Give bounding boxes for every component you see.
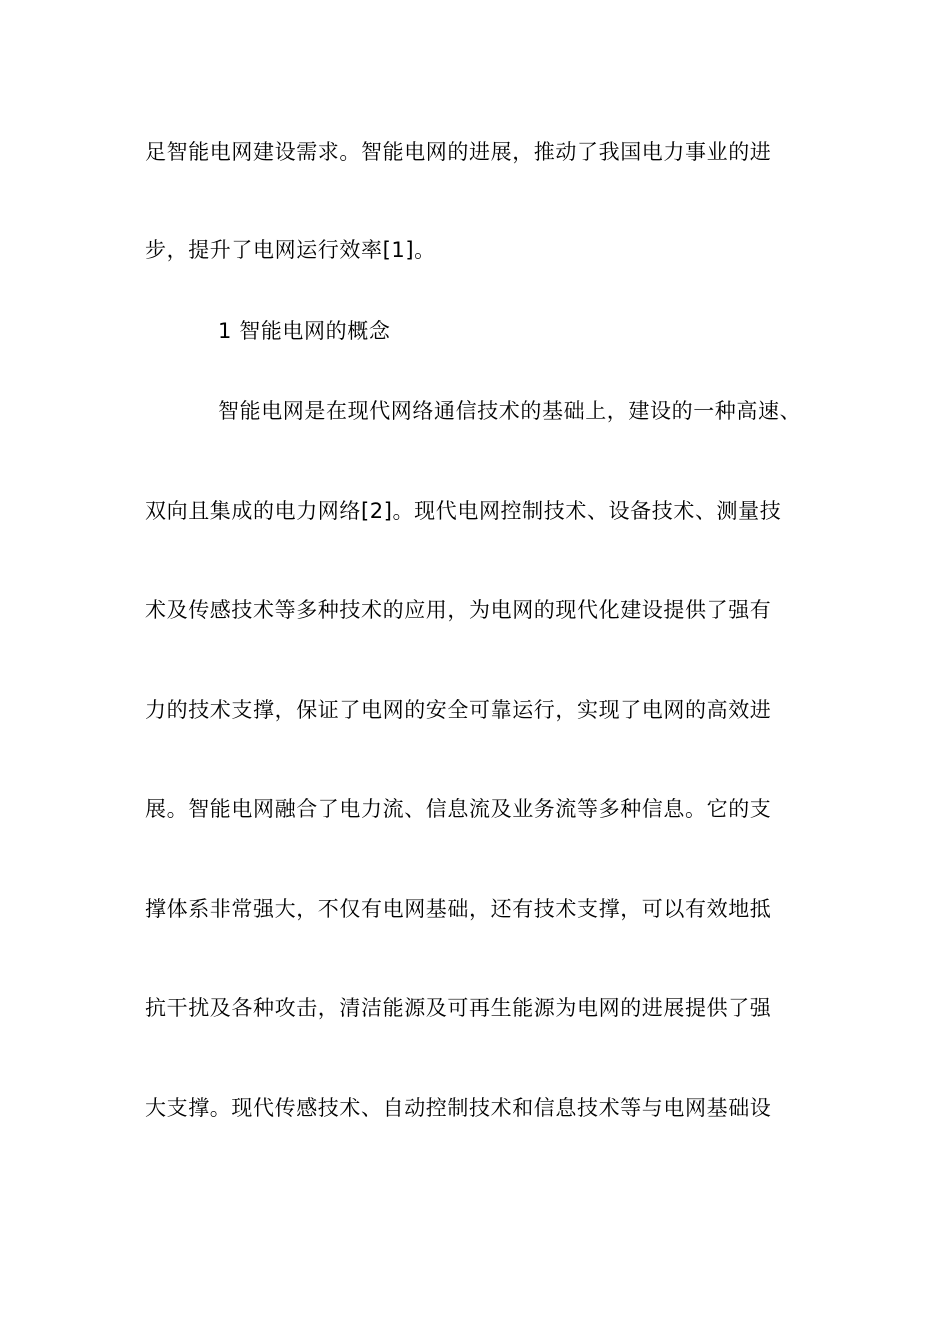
paragraph-line-5: 术及传感技术等多种技术的应用，为电网的现代化建设提供了强有 (145, 598, 772, 622)
section-heading: 1 智能电网的概念 (218, 319, 391, 343)
paragraph-line-10: 大支撑。现代传感技术、自动控制技术和信息技术等与电网基础设 (145, 1096, 772, 1120)
paragraph-line-4: 双向且集成的电力网络[2]。现代电网控制技术、设备技术、测量技 (145, 499, 782, 523)
paragraph-line-2: 步，提升了电网运行效率[1]。 (145, 238, 436, 262)
paragraph-line-3: 智能电网是在现代网络通信技术的基础上，建设的一种高速、 (218, 399, 802, 423)
paragraph-line-8: 撑体系非常强大，不仅有电网基础，还有技术支撑，可以有效地抵 (145, 897, 772, 921)
paragraph-line-1: 足智能电网建设需求。智能电网的进展，推动了我国电力事业的进 (145, 140, 772, 164)
paragraph-line-6: 力的技术支撑，保证了电网的安全可靠运行，实现了电网的高效进 (145, 698, 772, 722)
paragraph-line-9: 抗干扰及各种攻击，清洁能源及可再生能源为电网的进展提供了强 (145, 996, 772, 1020)
paragraph-line-7: 展。智能电网融合了电力流、信息流及业务流等多种信息。它的支 (145, 797, 772, 821)
